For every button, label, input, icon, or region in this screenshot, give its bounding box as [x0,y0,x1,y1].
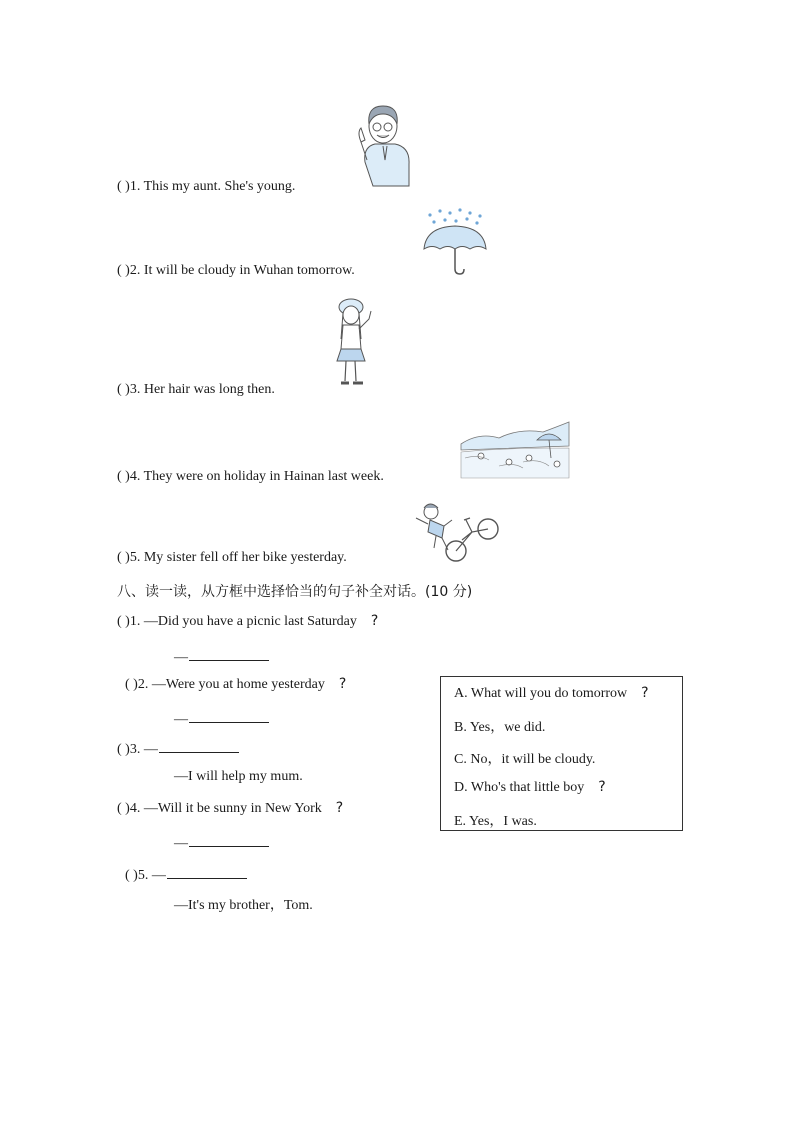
dialog-5-answer [174,894,313,914]
item-text: 5. My sister fell off her bike yesterday. [129,550,347,565]
dialog-5-question [125,864,247,884]
question-mark: ? [335,800,344,816]
question-mark: ? [370,613,379,629]
option-e [454,810,537,830]
dialog-text: 5. — [137,868,166,883]
option-a [454,685,649,702]
answer-paren[interactable]: ( ) [117,614,130,629]
dialog-4-answer [174,832,269,852]
dialog-3-answer [174,769,303,785]
girl-falling-off-bike-icon [412,498,502,564]
option-d [454,779,606,796]
answer-paren[interactable]: ( ) [117,550,130,565]
dialog-text: 2. —Were you at home yesterday [137,677,325,692]
dialog-dash: — [174,650,188,665]
item-text: 1. This my aunt. She's young. [129,179,296,194]
dialog-4-question [117,800,343,817]
answer-paren[interactable]: ( ) [125,677,138,692]
answer-blank[interactable] [189,832,269,847]
question-mark: ? [598,779,606,795]
dialog-text: —I will help my mum. [174,769,303,784]
answer-paren[interactable]: ( ) [125,868,138,883]
item-1 [117,179,295,195]
item-text: 4. They were on holiday in Hainan last week. [129,469,384,484]
option-text: D. Who's that little boy [454,780,585,795]
dialog-text: —It's my brother，Tom. [174,898,313,913]
old-man-waving-icon [355,102,415,190]
dialog-2-answer [174,708,269,728]
item-5 [117,550,347,566]
dialog-1-question [117,613,378,630]
dialog-3-question [117,738,239,758]
item-text: 3. Her hair was long then. [129,382,275,397]
option-text: B. Yes，we did. [454,720,546,735]
dialog-dash: — [174,836,188,851]
item-2 [117,263,355,279]
answer-paren[interactable]: ( ) [117,801,130,816]
dialog-text: 1. —Did you have a picnic last Saturday [129,614,357,629]
dialog-1-answer [174,646,269,666]
option-text: A. What will you do tomorrow [454,686,628,701]
answer-blank[interactable] [167,864,247,879]
item-4 [117,469,384,485]
item-3 [117,382,275,398]
answer-blank[interactable] [189,708,269,723]
option-b [454,716,545,736]
answer-blank[interactable] [189,646,269,661]
option-text: C. No，it will be cloudy. [454,752,596,767]
dialog-text: 4. —Will it be sunny in New York [129,801,322,816]
options-box [440,676,683,831]
question-mark: ? [641,685,649,701]
dialog-dash: — [174,712,188,727]
beach-holiday-icon [459,418,571,480]
option-c [454,748,595,768]
girl-with-hat-icon [333,293,378,393]
dialog-text: 3. — [129,742,158,757]
answer-paren[interactable]: ( ) [117,263,130,278]
answer-paren[interactable]: ( ) [117,382,130,397]
answer-paren[interactable]: ( ) [117,742,130,757]
dialog-2-question [125,676,346,693]
answer-paren[interactable]: ( ) [117,179,130,194]
umbrella-rain-icon [420,207,490,277]
question-mark: ? [338,676,347,692]
section-title: 八、读一读，从方框中选择恰当的句子补全对话。(10 分) [117,584,473,600]
answer-paren[interactable]: ( ) [117,469,130,484]
item-text: 2. It will be cloudy in Wuhan tomorrow. [129,263,355,278]
answer-blank[interactable] [159,738,239,753]
option-text: E. Yes，I was. [454,814,537,829]
